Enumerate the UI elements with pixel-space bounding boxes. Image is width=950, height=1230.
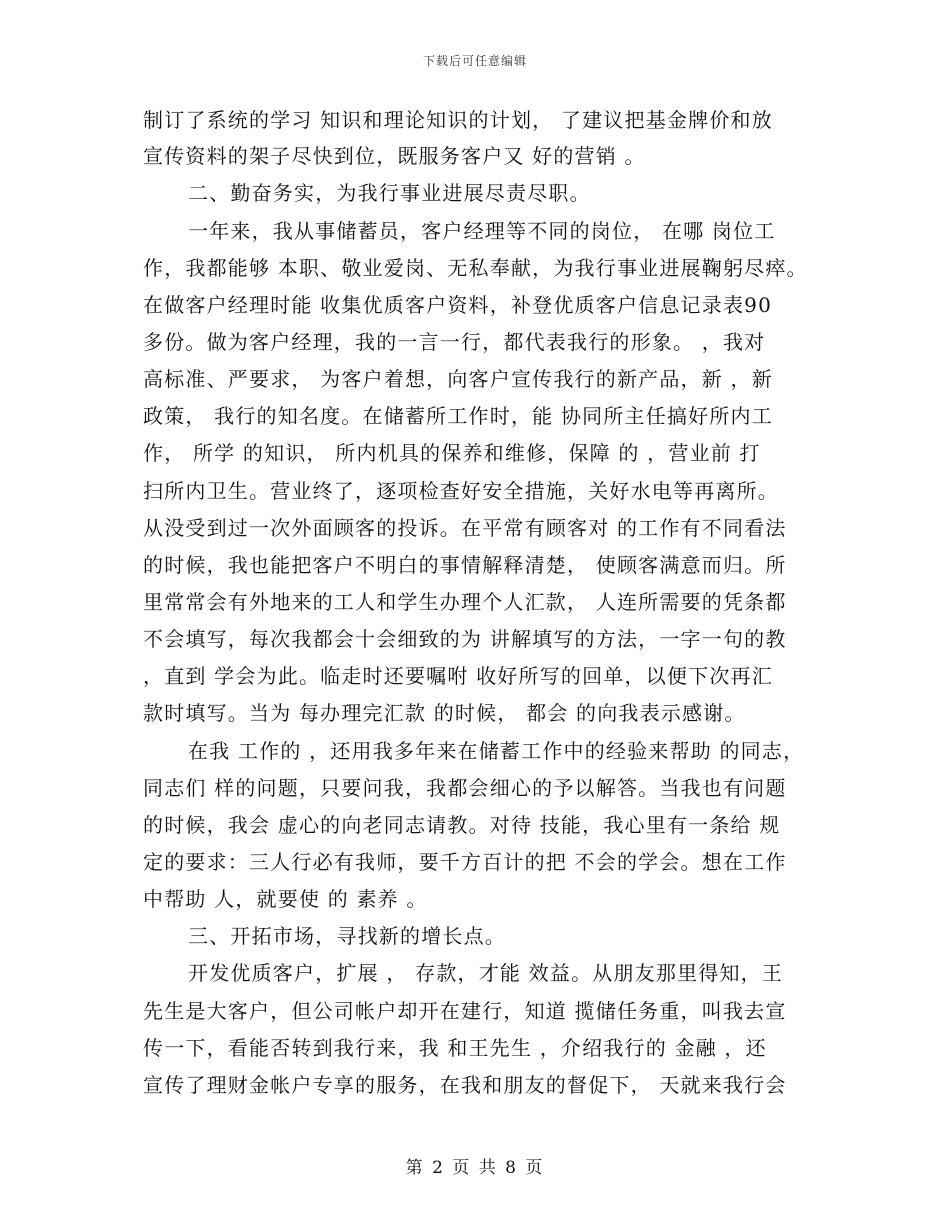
text-line: 从没受到过一次外面顾客的投诉。在平常有顾客对 的工作有不同看法 <box>143 516 787 540</box>
page-footer: 第 2 页 共 8 页 <box>405 1158 545 1178</box>
text-line: 先生是大客户，但公司帐户却开在建行，知道 揽储任务重，叫我去宣 <box>143 999 787 1023</box>
text-line: 扫所内卫生。营业终了，逐项检查好安全措施，关好水电等再离所。 <box>143 479 779 503</box>
text-line: 定的要求：三人行必有我师，要千方百计的把 不会的学会。想在工作 <box>143 850 787 874</box>
text-line: 的时候，我也能把客户不明白的事情解释清楚， 使顾客满意而归。所 <box>143 553 787 577</box>
text-line: ，直到 学会为此。临走时还要嘱咐 收好所写的回单，以便下次再汇 <box>143 664 773 688</box>
text-line: 制订了系统的学习 知识和理论知识的计划， 了建议把基金牌价和放 <box>143 108 773 132</box>
text-line: 在做客户经理时能 收集优质客户资料，补登优质客户信息记录表90 <box>143 293 773 317</box>
text-line: 款时填写。当为 每办理完汇款 的时候， 都会 的向我表示感谢。 <box>143 701 746 725</box>
text-line: 政策， 我行的知名度。在储蓄所工作时，能 协同所主任搞好所内工 <box>143 404 773 428</box>
text-line: 里常常会有外地来的工人和学生办理个人汇款， 人连所需要的凭条都 <box>143 590 787 614</box>
text-line: 三、开拓市场，寻找新的增长点。 <box>188 924 506 948</box>
text-line: 不会填写，每次我都会十会细致的为 讲解填写的方法，一字一句的教 <box>143 627 787 651</box>
page-header: 下载后可任意编辑 <box>422 54 527 68</box>
text-line: 一年来，我从事储蓄员，客户经理等不同的岗位， 在哪 岗位工 <box>188 219 776 243</box>
text-line: 在我 工作的 ，还用我多年来在储蓄工作中的经验来帮助 的同志， <box>188 739 805 763</box>
text-line: 的时候，我会 虚心的向老同志请教。对待 技能，我心里有一条给 规 <box>143 813 781 837</box>
text-line: 作，我都能够 本职、敬业爱岗、无私奉献，为我行事业进展鞠躬尽瘁。 <box>143 256 808 280</box>
text-line: 高标准、严要求， 为客户着想，向客户宣传我行的新产品，新 ，新 <box>143 367 773 391</box>
text-line: 多份。做为客户经理，我的一言一行，都代表我行的形象。 ，我对 <box>143 330 766 354</box>
text-line: 宣传了理财金帐户专享的服务，在我和朋友的督促下， 天就来我行会 <box>143 1073 787 1097</box>
text-line: 中帮助 人，就要使 的 素养 。 <box>143 887 428 911</box>
text-line: 宣传资料的架子尽快到位，既服务客户又 好的营销 。 <box>143 144 646 168</box>
text-line: 作， 所学 的知识， 所内机具的保养和维修，保障 的 ，营业前 打 <box>143 441 761 465</box>
text-line: 传一下，看能否转到我行来，我 和王先生 ，介绍我行的 金融 ，还 <box>143 1036 767 1060</box>
text-line: 开发优质客户，扩展 ， 存款，才能 效益。从朋友那里得知，王 <box>188 961 784 985</box>
text-line: 二、勤奋务实，为我行事业进展尽责尽职。 <box>188 181 591 205</box>
text-line: 同志们 样的问题，只要问我，我都会细心的予以解答。当我也有问题 <box>143 776 787 800</box>
